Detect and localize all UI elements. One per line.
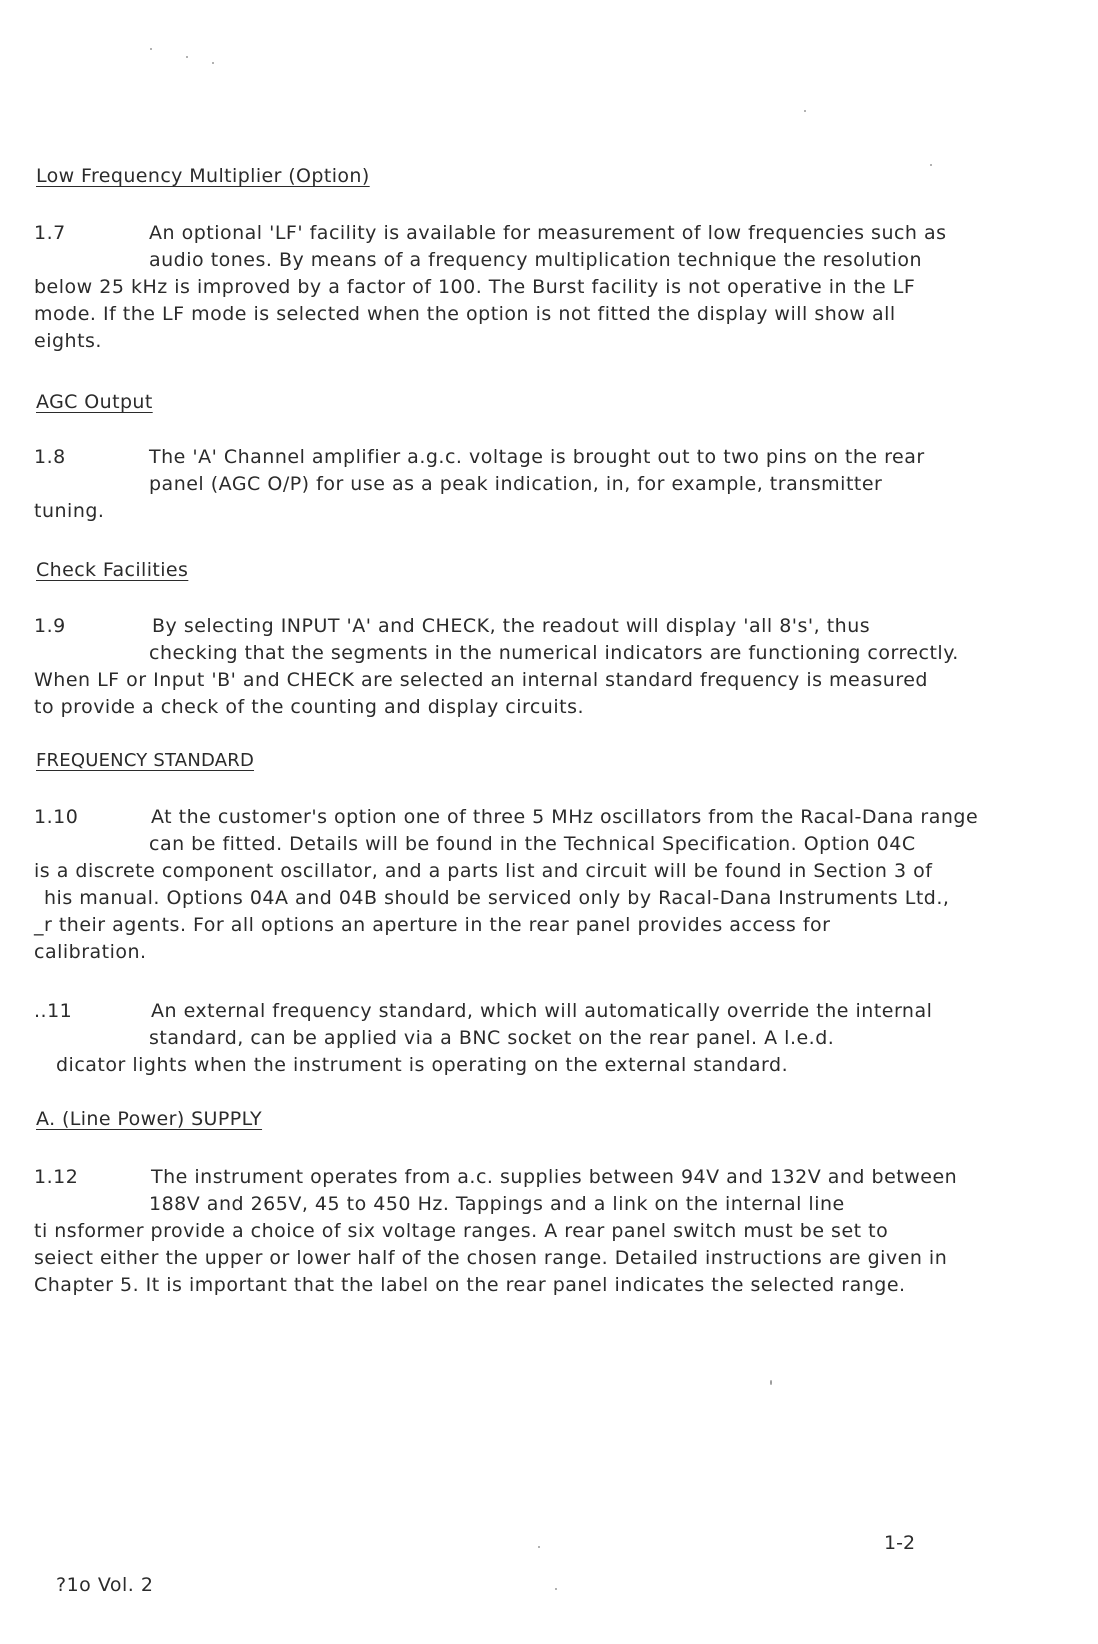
paragraph-line: is a discrete component oscillator, and a parts list and circuit will be found in Section 3 of	[34, 860, 933, 882]
paragraph-line: seiect either the upper or lower half of the chosen range. Detailed instructions are given in	[34, 1247, 948, 1269]
paragraph-line: _r their agents. For all options an aperture in the rear panel provides access for	[34, 914, 831, 936]
paragraph-line: audio tones. By means of a frequency multiplication technique the resolution	[149, 249, 923, 271]
paragraph-line: Chapter 5. It is important that the label on the rear panel indicates the selected range.	[34, 1274, 906, 1296]
scan-speck	[770, 1380, 772, 1385]
paragraph-line: An external frequency standard, which will automatically override the internal	[151, 1000, 933, 1022]
paragraph-number: 1.10	[34, 806, 79, 828]
volume-label: ?1o Vol. 2	[56, 1574, 154, 1596]
scan-speck	[186, 56, 188, 58]
scan-speck	[538, 1546, 540, 1548]
paragraph-line: panel (AGC O/P) for use as a peak indication, in, for example, transmitter	[149, 473, 883, 495]
paragraph-line: to provide a check of the counting and display circuits.	[34, 696, 585, 718]
paragraph-line: The instrument operates from a.c. supplies between 94V and 132V and between	[151, 1166, 958, 1188]
scan-speck	[555, 1588, 557, 1590]
paragraph-number: 1.7	[34, 222, 66, 244]
section-heading-supply: A. (Line Power) SUPPLY	[36, 1108, 263, 1130]
section-heading-frequency-standard: FREQUENCY STANDARD	[36, 750, 255, 771]
paragraph-line: can be fitted. Details will be found in the Technical Specification. Option 04C	[149, 833, 916, 855]
paragraph-line: checking that the segments in the numerical indicators are functioning correctly.	[149, 642, 959, 664]
paragraph-line: below 25 kHz is improved by a factor of 100. The Burst facility is not operative in the LF	[34, 276, 916, 298]
paragraph-line: eights.	[34, 330, 102, 352]
paragraph-number: 1.8	[34, 446, 66, 468]
scan-speck	[930, 164, 932, 166]
paragraph-line: ti nsformer provide a choice of six voltage ranges. A rear panel switch must be set to	[34, 1220, 889, 1242]
section-heading-lf-multiplier: Low Frequency Multiplier (Option)	[36, 165, 370, 187]
paragraph-line: tuning.	[34, 500, 105, 522]
section-heading-agc-output: AGC Output	[36, 391, 153, 413]
scan-speck	[212, 62, 214, 64]
paragraph-line: his manual. Options 04A and 04B should be serviced only by Racal-Dana Instruments Ltd.,	[44, 887, 950, 909]
paragraph-number: 1.12	[34, 1166, 79, 1188]
section-heading-check-facilities: Check Facilities	[36, 559, 189, 581]
paragraph-line: calibration.	[34, 941, 147, 963]
paragraph-line: When LF or Input 'B' and CHECK are selected an internal standard frequency is measured	[34, 669, 928, 691]
paragraph-line: 188V and 265V, 45 to 450 Hz. Tappings and a link on the internal line	[149, 1193, 845, 1215]
scan-speck	[804, 110, 806, 112]
paragraph-line: At the customer's option one of three 5 MHz oscillators from the Racal-Dana range	[151, 806, 979, 828]
paragraph-line: dicator lights when the instrument is operating on the external standard.	[56, 1054, 789, 1076]
page-number: 1-2	[884, 1532, 916, 1554]
paragraph-line: An optional 'LF' facility is available for measurement of low frequencies such as	[149, 222, 947, 244]
paragraph-number: 1.9	[34, 615, 66, 637]
paragraph-line: The 'A' Channel amplifier a.g.c. voltage is brought out to two pins on the rear	[149, 446, 925, 468]
paragraph-line: By selecting INPUT 'A' and CHECK, the readout will display 'all 8's', thus	[152, 615, 871, 637]
paragraph-number: ..11	[34, 1000, 73, 1022]
scan-speck	[150, 48, 152, 50]
paragraph-line: standard, can be applied via a BNC socket on the rear panel. A l.e.d.	[149, 1027, 835, 1049]
paragraph-line: mode. If the LF mode is selected when the option is not fitted the display will show all	[34, 303, 896, 325]
